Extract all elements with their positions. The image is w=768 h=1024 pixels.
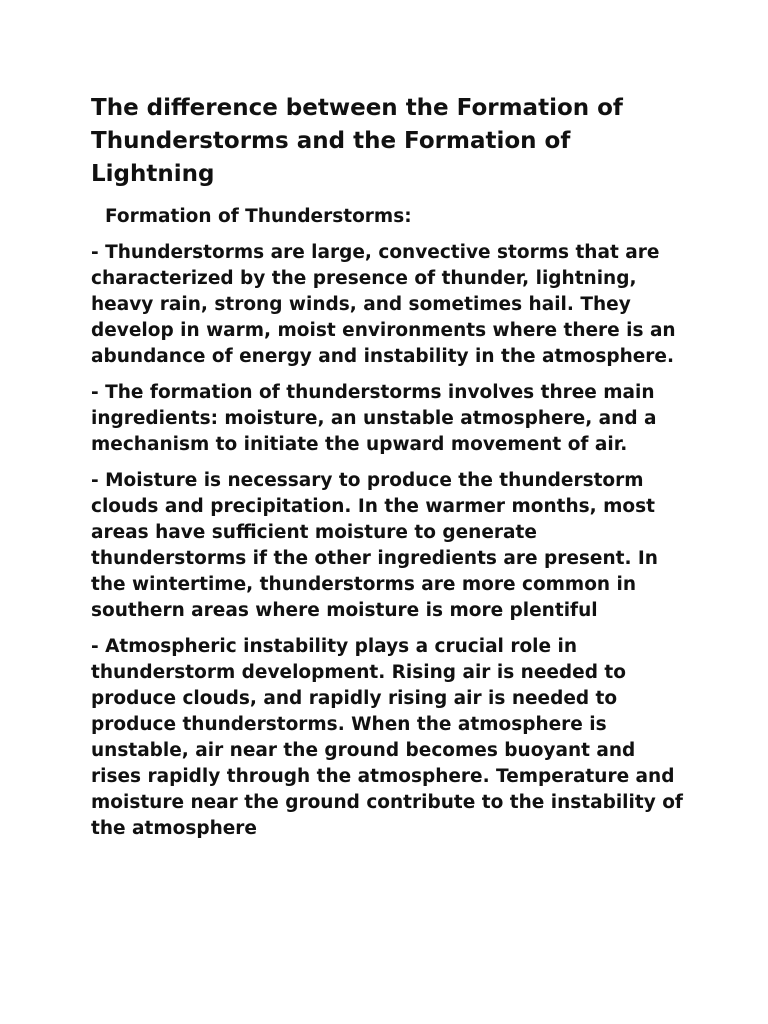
paragraph-2: - The formation of thunderstorms involves three main ingredients: moisture, an unstable atmosphere, and a mechanism to initiate the upward movement of air. [91, 382, 657, 455]
section-heading: Formation of Thunderstorms: [105, 206, 412, 227]
paragraph-3: - Moisture is necessary to produce the thunderstorm clouds and precipitation. In the warmer months, most areas have sufficient moisture to generate thunderstorms if the other ingredients are present. In the wintertime, thunderstorms are more common in southern areas where moisture is more plentiful [91, 470, 658, 621]
document-title: The difference between the Formation of Thunderstorms and the Formation of Lightning [91, 95, 623, 187]
paragraph-1: - Thunderstorms are large, convective storms that are characterized by the presence of thunder, lightning, heavy rain, strong winds, and sometimes hail. They develop in warm, moist environments where there is an abundance of energy and instability in the atmosphere. [91, 242, 676, 367]
paragraph-4: - Atmospheric instability plays a crucial role in thunderstorm development. Rising air is needed to produce clouds, and rapidly rising air is needed to produce thunderstorms. When the atmosphere is unstable, air near the ground becomes buoyant and rises rapidly through the atmosphere. Temperature and moisture near the ground contribute to the instability of the atmosphere [91, 636, 683, 839]
document-page [91, 92, 691, 852]
